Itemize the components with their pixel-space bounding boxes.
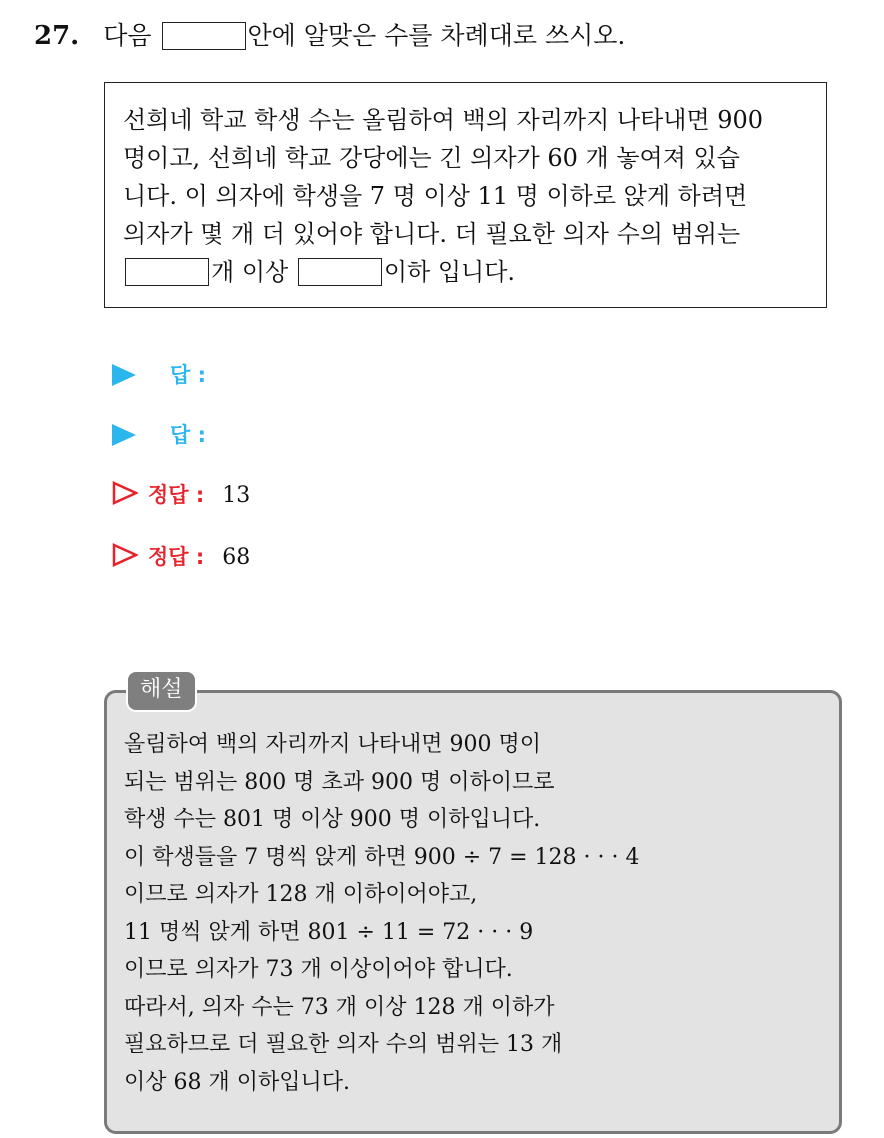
question-number: 27. [34,21,80,51]
correct-answer-value: 68 [222,545,251,570]
correct-answer-label: 정답 : [148,545,205,569]
problem-line: 선희네 학교 학생 수는 올림하여 백의 자리까지 나타내면 900 [123,106,764,134]
question-line [34,18,625,54]
answer-blank-2[interactable] [298,258,382,286]
outline-triangle-icon [112,481,138,505]
correct-answer-row-1 [112,478,250,512]
explanation-line: 따라서, 의자 수는 73 개 이상 128 개 이하가 [124,994,555,1020]
answer-row-2[interactable] [112,418,206,452]
correct-answer-label: 정답 : [148,483,205,507]
correct-answer-row-2 [112,540,250,574]
explanation-text [124,726,640,1101]
problem-last-end: 이하 입니다. [383,258,516,286]
play-triangle-icon [112,424,136,446]
answer-blank-1[interactable] [125,258,209,286]
explanation-line: 이 학생들을 7 명씩 앉게 하면 900 ÷ 7 = 128 · · · 4 [124,844,640,870]
question-prompt-before: 다음 [103,21,152,50]
answer-label: 답 : [170,363,206,387]
explanation-line: 이므로 의자가 128 개 이하이어야고, [124,882,478,907]
explanation-tab: 해설 [126,670,197,712]
explanation-line: 이므로 의자가 73 개 이상이어야 합니다. [124,957,513,982]
explanation-line: 11 명씩 앉게 하면 801 ÷ 11 = 72 · · · 9 [124,919,534,945]
explanation-line: 올림하여 백의 자리까지 나타내면 900 명이 [124,732,541,757]
problem-last-mid: 개 이상 [211,258,289,286]
problem-text [123,101,763,291]
outline-triangle-icon [112,543,138,567]
explanation-line: 필요하므로 더 필요한 의자 수의 범위는 13 개 [124,1032,563,1057]
prompt-blank-box [162,22,246,50]
correct-answer-value: 13 [222,483,251,508]
play-triangle-icon [112,364,136,386]
problem-last-line [123,253,763,291]
explanation-line: 되는 범위는 800 명 초과 900 명 이하이므로 [124,769,555,795]
question-prompt-after: 안에 알맞은 수를 차례대로 쓰시오. [247,21,626,50]
problem-line: 니다. 이 의자에 학생을 7 명 이상 11 명 이하로 앉게 하려면 [123,182,748,210]
explanation-line: 이상 68 개 이하입니다. [124,1069,350,1095]
answer-row-1[interactable] [112,358,206,392]
problem-line: 의자가 몇 개 더 있어야 합니다. 더 필요한 의자 수의 범위는 [123,220,741,248]
problem-box [104,82,827,308]
answer-label: 답 : [170,423,206,447]
problem-line: 명이고, 선희네 학교 강당에는 긴 의자가 60 개 놓여져 있습 [123,144,740,172]
explanation-line: 학생 수는 801 명 이상 900 명 이하입니다. [124,807,541,832]
